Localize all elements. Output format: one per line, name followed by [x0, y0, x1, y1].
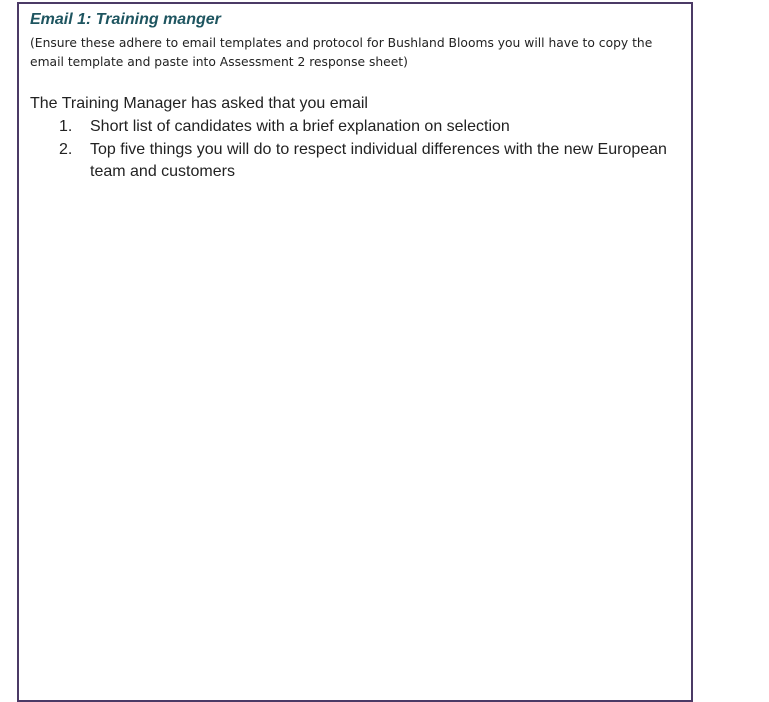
task-number: 2. — [59, 140, 73, 158]
task-text: Short list of candidates with a brief explanation on selection — [90, 118, 510, 135]
intro-text: The Training Manager has asked that you email — [30, 95, 368, 112]
email-task-box — [17, 2, 693, 702]
instruction-note: (Ensure these adhere to email templates and protocol for Bushland Blooms you will have to copy the email template and paste into Assessment 2 response sheet) — [30, 36, 653, 69]
task-item — [30, 139, 670, 184]
task-text: Top five things you will do to respect individual differences with the new European team and customers — [90, 140, 667, 180]
task-list — [30, 116, 670, 184]
task-number: 1. — [59, 118, 73, 135]
email-heading: Email 1: Training manger — [30, 11, 221, 28]
task-item — [30, 116, 670, 139]
